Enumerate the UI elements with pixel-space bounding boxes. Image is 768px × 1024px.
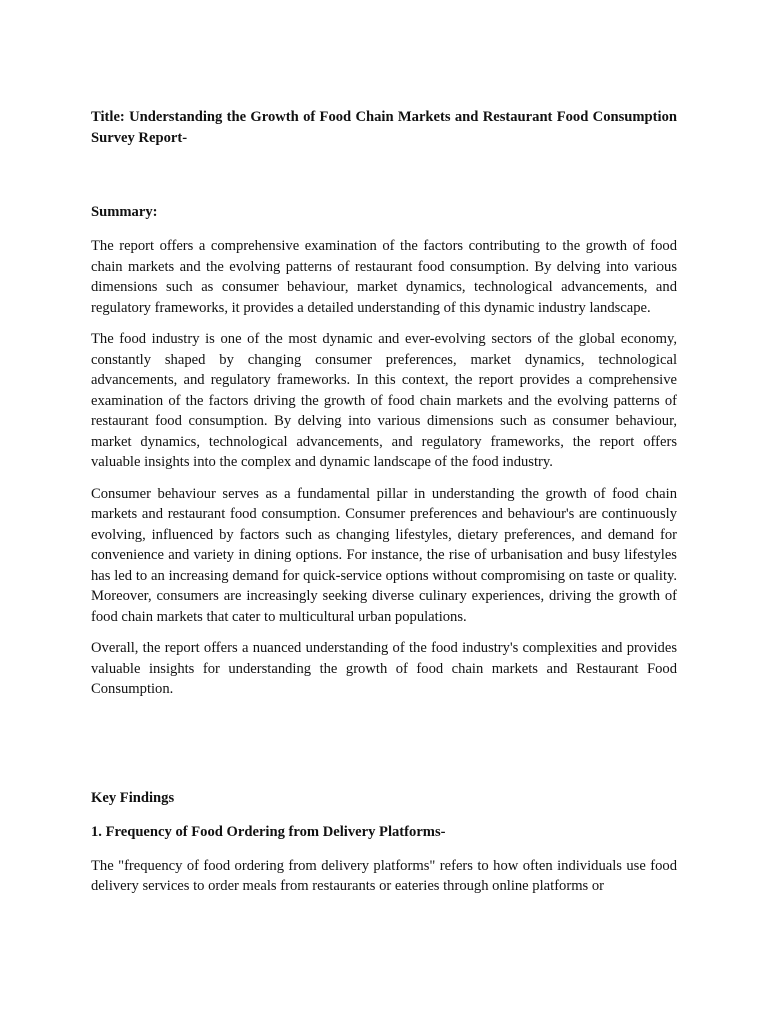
summary-paragraph-3: Consumer behaviour serves as a fundamental pillar in understanding the growth of food chain markets and restaurant food consumption. Consumer preferences and behaviour's are continuously evolving, influenced by factors such as changing lifestyles, dietary preferences, and demand for convenience and variety in dining options. For instance, the rise of urbanisation and busy lifestyles has led to an increasing demand for quick-service options without compromising on taste or quality. Moreover, consumers are increasingly seeking diverse culinary experiences, driving the growth of food chain markets that cater to multicultural urban populations. [91,485,677,625]
summary-paragraph-4: Overall, the report offers a nuanced understanding of the food industry's complexities and provides valuable insights for understanding the growth of food chain markets and Restaurant Food Consumption. [91,640,677,697]
finding-1-heading: 1. Frequency of Food Ordering from Delivery Platforms- [91,823,446,840]
summary-heading: Summary: [91,204,158,220]
summary-paragraph-1: The report offers a comprehensive examination of the factors contributing to the growth of food chain markets and the evolving patterns of restaurant food consumption. By delving into various dimensions such as consumer behaviour, market dynamics, technological advancements, and regulatory frameworks, it provides a detailed understanding of this dynamic industry landscape. [91,238,677,316]
summary-paragraph-2: The food industry is one of the most dynamic and ever-evolving sectors of the global economy, constantly shaped by changing consumer preferences, market dynamics, technological advancements, and regulatory frameworks. In this context, the report provides a comprehensive examination of the factors driving the growth of food chain markets and the evolving patterns of restaurant food consumption. By delving into various dimensions such as consumer behaviour, market dynamics, technological advancements, and regulatory frameworks, the report offers valuable insights into the complex and dynamic landscape of the food industry. [91,331,677,470]
finding-1-paragraph: The "frequency of food ordering from delivery platforms" refers to how often individuals use food delivery services to order meals from restaurants or eateries through online platforms or [91,857,677,894]
key-findings-heading: Key Findings [91,789,175,806]
document-title: Title: Understanding the Growth of Food Chain Markets and Restaurant Food Consumption Survey Report- [91,109,677,146]
document-body [91,107,677,897]
